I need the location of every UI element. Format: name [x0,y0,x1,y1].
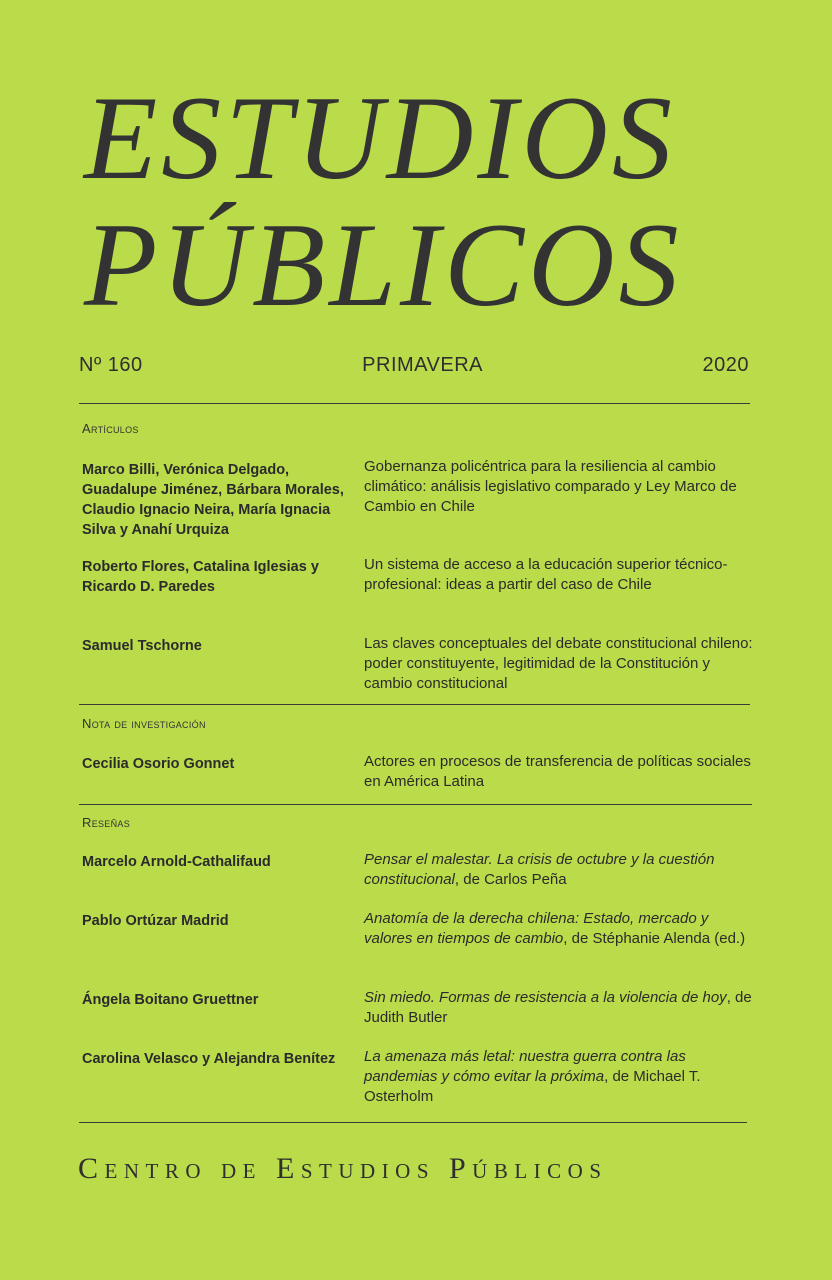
note-authors: Cecilia Osorio Gonnet [82,756,235,772]
issue-season: PRIMAVERA [362,354,483,376]
note-title: Actores en procesos de transferencia de políticas sociales en América Latina [364,753,751,790]
divider [79,403,750,404]
review-title [364,988,759,1028]
journal-title-line2: PÚBLICOS [84,198,683,331]
review-author: Ángela Boitano Gruettner [82,992,259,1008]
section-label-resenas: Reseñas [82,815,131,830]
review-title [364,909,759,949]
review-title [364,850,759,890]
section-label-articulos: Artículos [82,421,139,436]
review-book-title: Anatomía de la derecha chilena: Estado, mercado y valores en tiempos de cambio [364,910,709,947]
review-author: Pablo Ortúzar Madrid [82,913,229,929]
article-authors: Marco Billi, Verónica Delgado, Guadalupe Jiménez, Bárbara Morales, Claudio Ignacio Neira, María Ignacia Silva y Anahí Urquiza [82,462,344,538]
review-author: Marcelo Arnold-Cathalifaud [82,854,271,870]
review-book-author: , de Michael T. Osterholm [364,1068,701,1105]
article-title: Gobernanza policéntrica para la resiliencia al cambio climático: análisis legislativo comparado y Ley Marco de Cambio en Chile [364,458,737,515]
issue-year: 2020 [702,354,749,376]
review-book-author: , de Carlos Peña [454,871,567,888]
issue-number: Nº 160 [79,354,143,376]
article-authors: Samuel Tschorne [82,638,202,654]
review-author: Carolina Velasco y Alejandra Benítez [82,1051,336,1067]
issue-info [79,354,749,377]
divider [79,1122,747,1123]
article-title: Las claves conceptuales del debate constitucional chileno: poder constituyente, legitimidad de la Constitución y cambio constitucional [364,635,753,692]
review-book-title: Pensar el malestar. La crisis de octubre y la cuestión constitucional [364,851,715,888]
review-book-author: , de Judith Butler [364,989,752,1026]
section-label-nota: Nota de investigación [82,716,206,731]
review-book-title: Sin miedo. Formas de resistencia a la violencia de hoy [364,989,727,1006]
article-title: Un sistema de acceso a la educación superior técnico-profesional: ideas a partir del caso de Chile [364,556,728,593]
divider [79,804,752,805]
review-book-author: , de Stéphanie Alenda (ed.) [563,930,746,947]
review-title [364,1047,759,1107]
review-book-title: La amenaza más letal: nuestra guerra contra las pandemias y cómo evitar la próxima [364,1048,686,1085]
article-authors: Roberto Flores, Catalina Iglesias y Ricardo D. Paredes [82,559,319,595]
journal-title-line1: ESTUDIOS [84,71,676,204]
publisher-name: Centro de Estudios Públicos [78,1152,608,1185]
divider [79,704,750,705]
